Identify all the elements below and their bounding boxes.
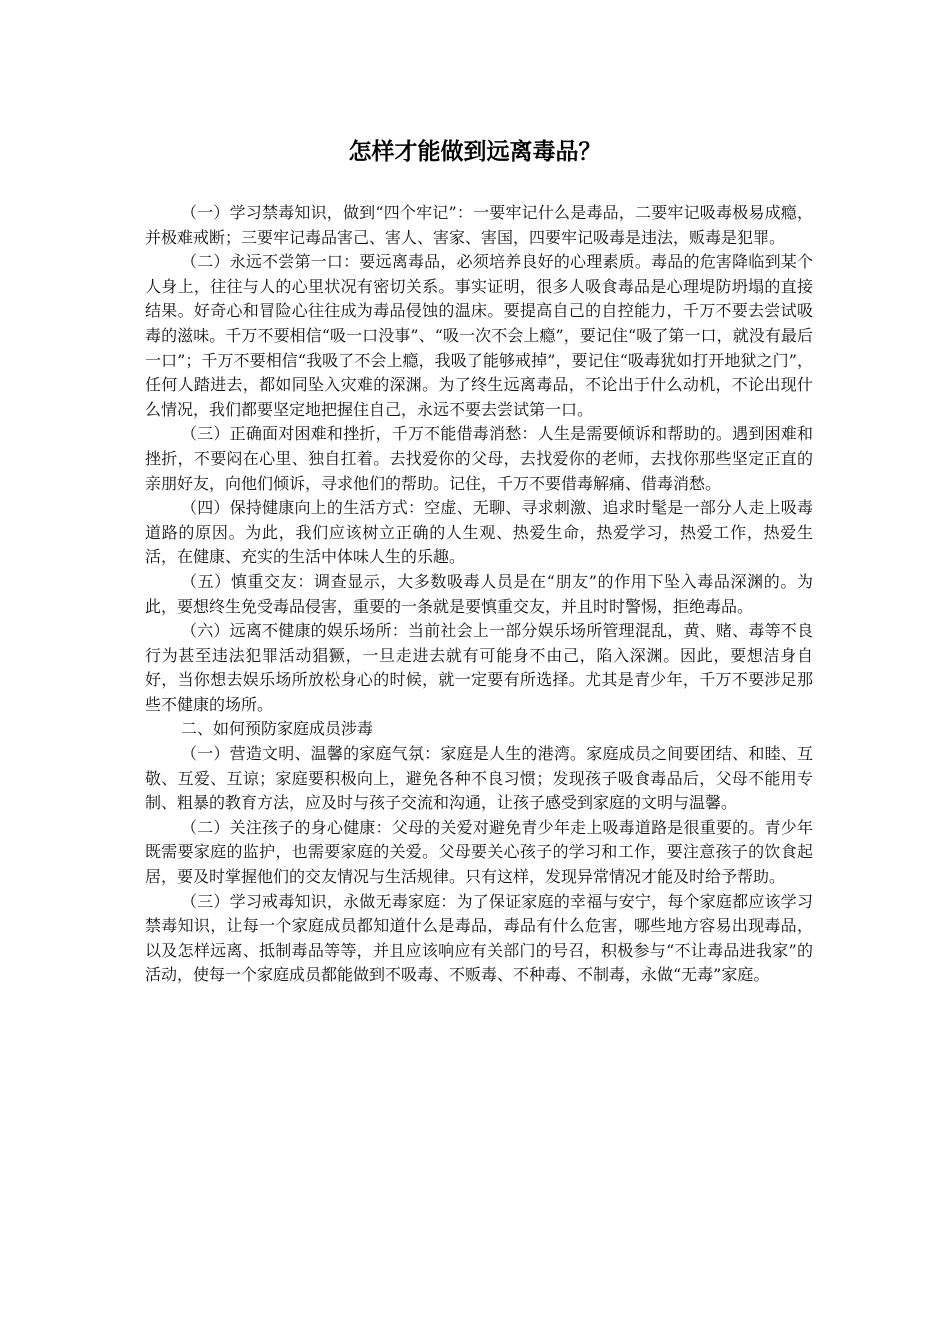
paragraph-2: （二）永远不尝第一口：要远离毒品，必须培养良好的心理素质。毒品的危害降临到某个人身上，往往与人的心里状况有密切关系。事实证明，很多人吸食毒品是心理堤防坍塌的直接结果。好奇心和冒险心往往成为毒品侵蚀的温床。要提高自己的自控能力，千万不要去尝试吸毒的滋味。千万不要相信“吸一口没事”、“吸一次不会上瘾”，要记住“吸了第一口，就没有最后一口”；千万不要相信“我吸了不会上瘾，我吸了能够戒掉”，要记住“吸毒犹如打开地狱之门”，任何人踏进去，都如同坠入灾难的深渊。为了终生远离毒品，不论出于什么动机，不论出现什么情况，我们都要坚定地把握住自己，永远不要去尝试第一口。 (145, 252, 813, 419)
paragraph-8: （二）关注孩子的身心健康：父母的关爱对避免青少年走上吸毒道路是很重要的。青少年既需要家庭的监护，也需要家庭的关爱。父母要关心孩子的学习和工作，要注意孩子的饮食起居，要及时掌握他们的交友情况与生活规律。只有这样，发现异常情况才能及时给予帮助。 (145, 817, 813, 887)
paragraph-3: （三）正确面对困难和挫折，千万不能借毒消愁：人生是需要倾诉和帮助的。遇到困难和挫折，不要闷在心里、独自扛着。去找爱你的父母，去找爱你的老师，去找你那些坚定正直的亲朋好友，向他们倾诉，寻求他们的帮助。记住，千万不要借毒解痛、借毒消愁。 (145, 424, 813, 493)
document-title: 怎样才能做到远离毒品？ (348, 139, 602, 165)
paragraph-5: （五）慎重交友：调查显示，大多数吸毒人员是在“朋友”的作用下坠入毒品深渊的。为此，要想终生免受毒品侵害，重要的一条就是要慎重交友，并且时时警惕，拒绝毒品。 (145, 571, 813, 616)
document-body (145, 201, 813, 988)
paragraph-4: （四）保持健康向上的生活方式：空虚、无聊、寻求刺激、追求时髦是一部分人走上吸毒道路的原因。为此，我们应该树立正确的人生观、热爱生命，热爱学习，热爱工作，热爱生活，在健康、充实的生活中体味人生的乐趣。 (145, 498, 813, 567)
paragraph-6: （六）远离不健康的娱乐场所：当前社会上一部分娱乐场所管理混乱，黄、赌、毒等不良行为甚至违法犯罪活动猖獗，一旦走进去就有可能身不由己，陷入深渊。因此，要想洁身自好，当你想去娱乐场所放松身心的时候，就一定要有所选择。尤其是青少年，千万不要涉足那些不健康的场所。 (145, 621, 813, 714)
paragraph-1: （一）学习禁毒知识，做到“四个牢记”：一要牢记什么是毒品，二要牢记吸毒极易成瘾，并极难戒断；三要牢记毒品害己、害人、害家、害国，四要牢记吸毒是违法，贩毒是犯罪。 (145, 203, 813, 247)
section-heading: 二、如何预防家庭成员涉毒 (181, 719, 374, 739)
paragraph-9: （三）学习戒毒知识，永做无毒家庭：为了保证家庭的幸福与安宁，每个家庭都应该学习禁毒知识，让每一个家庭成员都知道什么是毒品，毒品有什么危害，哪些地方容易出现毒品，以及怎样远离、抵制毒品等等，并且应该响应有关部门的号召，积极参与“不让毒品进我家”的活动，使每一个家庭成员都能做到不吸毒、不贩毒、不种毒、不制毒，永做“无毒”家庭。 (145, 891, 813, 985)
paragraph-7: （一）营造文明、温馨的家庭气氛：家庭是人生的港湾。家庭成员之间要团结、和睦、互敬、互爱、互谅；家庭要积极向上，避免各种不良习惯；发现孩子吸食毒品后，父母不能用专制、粗暴的教育方法，应及时与孩子交流和沟通，让孩子感受到家庭的文明与温馨。 (145, 744, 813, 813)
